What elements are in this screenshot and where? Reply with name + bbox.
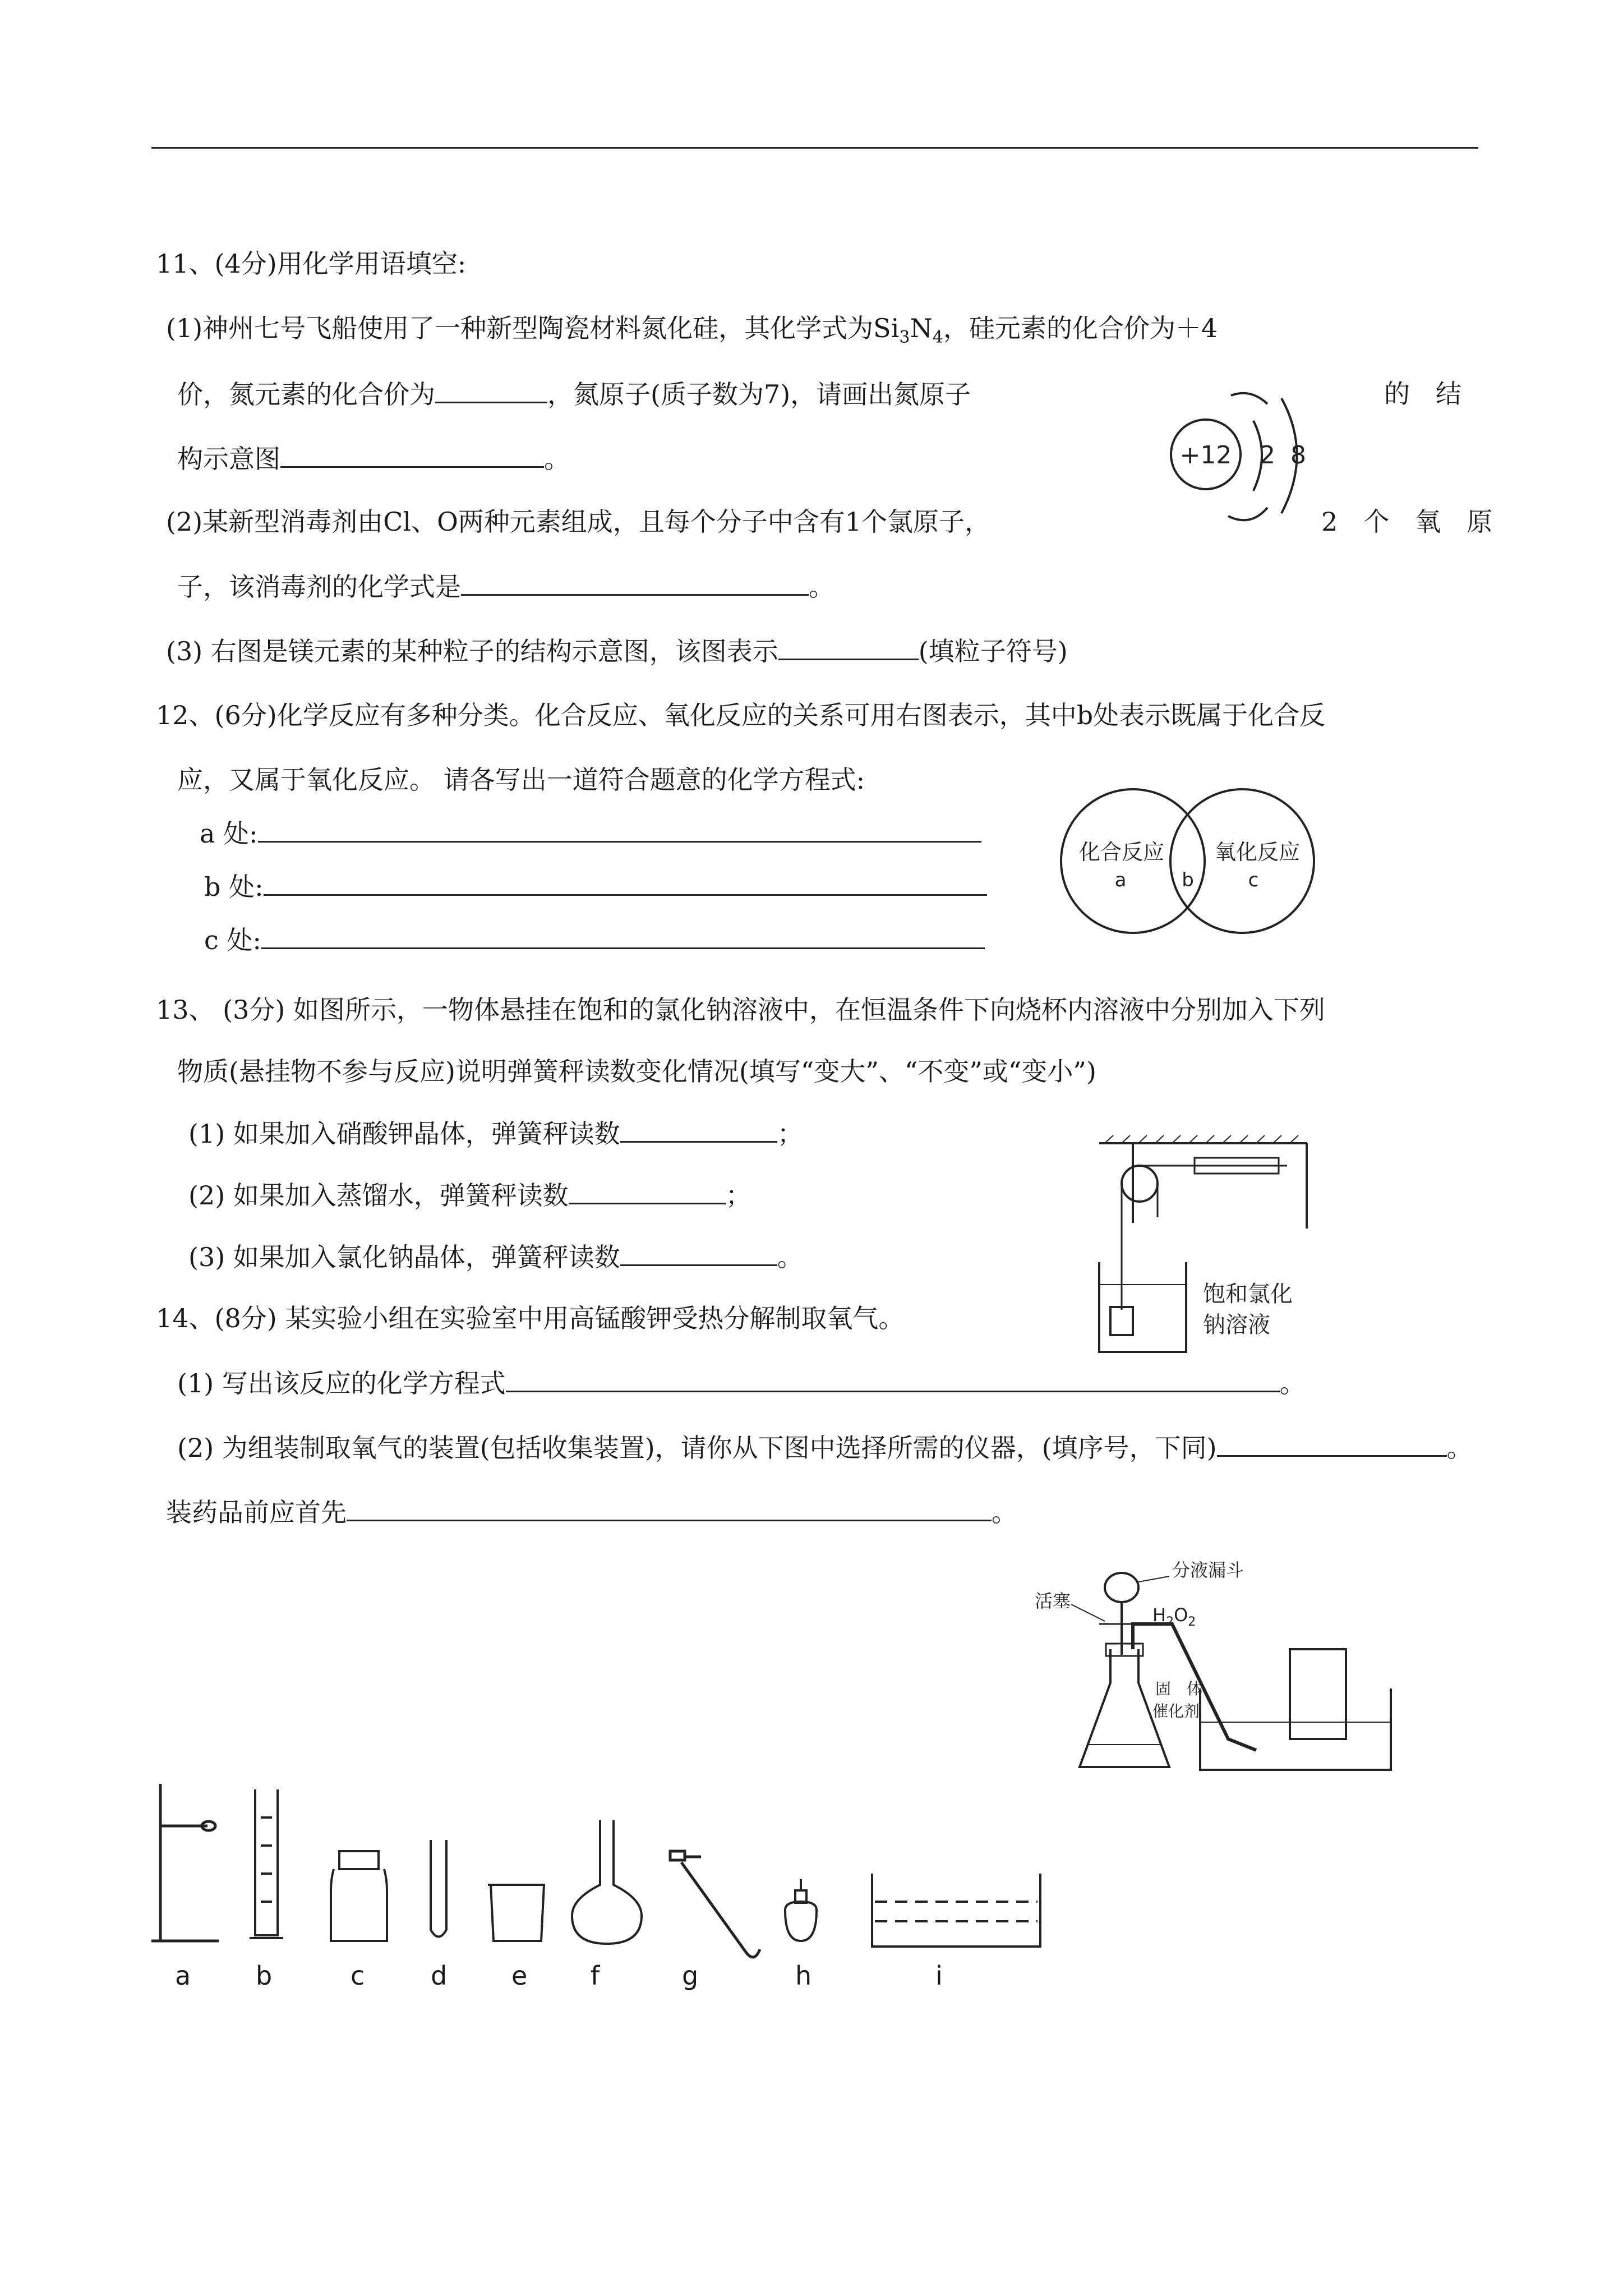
stopcock-label: 活塞	[1035, 1590, 1071, 1612]
answer-blank-nacl-reading[interactable]	[620, 1240, 777, 1266]
beaker-icon	[488, 1885, 545, 1941]
delivery-tube-icon	[670, 1851, 760, 1957]
instrument-label-b: b	[256, 1961, 273, 1991]
h2o2-label: $H_2O_2$	[1152, 1604, 1196, 1629]
q14-item2: (2) 为组装制取氧气的装置(包括收集装置)，请你从下图中选择所需的仪器，(填序号，下同) 。	[177, 1430, 1473, 1465]
alcohol-lamp-icon	[785, 1879, 817, 1941]
reagent-bottle-icon	[331, 1851, 387, 1941]
q13-item2: (2) 如果加入蒸馏水，弹簧秤读数 ；	[188, 1178, 751, 1212]
magnesium-particle-diagram	[1155, 381, 1324, 550]
answer-blank-equation-a[interactable]	[258, 816, 981, 843]
shell1-electrons: 2	[1260, 441, 1275, 470]
q14-title: 14、(8分) 某实验小组在实验室中用高锰酸钾受热分解制取氧气。	[156, 1303, 905, 1333]
catalyst-label: 催化剂	[1152, 1702, 1200, 1720]
graduated-cylinder-icon	[250, 1789, 283, 1938]
shell2-electrons: 8	[1290, 441, 1306, 470]
answer-blank-water-reading[interactable]	[569, 1178, 726, 1204]
q14-item1: (1) 写出该反应的化学方程式 。	[177, 1366, 1306, 1400]
reaction-venn-diagram	[1054, 780, 1357, 942]
answer-blank-kmno4-equation[interactable]	[506, 1366, 1280, 1392]
q12-a: a 处:	[200, 816, 981, 850]
q12-line2: 应，又属于氧化反应。 请各写出一道符合题意的化学方程式:	[177, 765, 865, 795]
q12-b: b 处:	[204, 869, 987, 904]
test-tube-icon	[431, 1840, 446, 1937]
answer-blank-equation-b[interactable]	[264, 869, 987, 896]
instrument-label-d: d	[431, 1961, 448, 1991]
answer-blank-instrument-choice[interactable]	[1217, 1430, 1447, 1457]
round-flask-icon	[572, 1820, 642, 1944]
oxygen-apparatus-diagram	[1032, 1554, 1469, 1789]
q11-p1-l1-b: ，硅元素的化合价为＋4	[943, 313, 1218, 343]
q13-line2: 物质(悬挂物不参与反应)说明弹簧秤读数变化情况(填写“变大”、“不变”或“变小”)	[177, 1056, 1096, 1087]
instrument-label-g: g	[682, 1961, 699, 1991]
header-rule	[151, 147, 1478, 149]
instrument-label-a: a	[175, 1961, 191, 1991]
instrument-label-c: c	[351, 1961, 365, 1991]
q11-part1-line1	[166, 311, 1218, 355]
q11-part2-line1: (2)某新型消毒剂由Cl、O两种元素组成，且每个分子中含有1个氯原子，	[166, 507, 991, 537]
solution-label-2: 钠溶液	[1203, 1312, 1270, 1338]
venn-left-label: 化合反应	[1078, 840, 1165, 864]
q11-part1-line2-end: 的 结	[1384, 379, 1461, 409]
q11-part2-line1-end: 2 个 氧 原	[1321, 507, 1493, 537]
q12-title: 12、(6分)化学反应有多种分类。化合反应、氧化反应的关系可用右图表示，其中b处表示既属于化合反	[156, 700, 1326, 730]
venn-middle-letter: b	[1182, 869, 1194, 891]
solid-label: 固 体	[1155, 1680, 1203, 1698]
answer-blank-kno3-reading[interactable]	[620, 1116, 777, 1143]
formula-si3n4: $Si_3N_4$	[873, 313, 943, 348]
answer-blank-equation-c[interactable]	[261, 923, 985, 949]
q11-part1-line3: 构示意图 。	[177, 441, 570, 476]
solution-label-1: 饱和氯化	[1203, 1281, 1293, 1307]
venn-right-label: 氧化反应	[1214, 840, 1301, 864]
venn-right-letter: c	[1248, 869, 1259, 891]
venn-left-letter: a	[1114, 869, 1127, 891]
water-trough-icon	[872, 1874, 1040, 1947]
answer-blank-disinfectant-formula[interactable]	[461, 569, 809, 596]
q14-item3: 装药品前应首先 。	[166, 1495, 1017, 1529]
answer-blank-particle-symbol[interactable]	[778, 634, 919, 660]
q11-part2-line2: 子，该消毒剂的化学式是 。	[177, 569, 834, 604]
q11-part3: (3) 右图是镁元素的某种粒子的结构示意图，该图表示 (填粒子符号)	[166, 634, 1068, 668]
instrument-label-h: h	[795, 1961, 812, 1991]
nucleus-charge: +12	[1179, 441, 1232, 470]
instrument-label-e: e	[511, 1961, 528, 1991]
spring-balance-diagram	[1088, 1133, 1368, 1369]
answer-blank-nitrogen-valence[interactable]	[435, 377, 547, 403]
funnel-label: 分液漏斗	[1172, 1559, 1244, 1581]
q12-c: c 处:	[204, 923, 985, 957]
answer-blank-nitrogen-structure[interactable]	[280, 441, 544, 468]
q11-part1-line2: 价，氮元素的化合价为 ，氮原子(质子数为7)，请画出氮原子	[177, 377, 971, 411]
q13-item3: (3) 如果加入氯化钠晶体，弹簧秤读数 。	[188, 1240, 803, 1274]
instrument-label-f: f	[591, 1961, 600, 1991]
q13-item1: (1) 如果加入硝酸钾晶体，弹簧秤读数 ；	[188, 1116, 803, 1151]
instrument-label-i: i	[935, 1961, 943, 1991]
answer-blank-first-step[interactable]	[347, 1495, 992, 1521]
q11-p1-l1-a: (1)神州七号飞船使用了一种新型陶瓷材料氮化硅，其化学式为	[166, 313, 874, 343]
q11-title: 11、(4分)用化学用语填空:	[156, 249, 467, 279]
iron-stand-icon	[151, 1784, 219, 1941]
q13-title: 13、 (3分) 如图所示，一物体悬挂在饱和的氯化钠溶液中，在恒温条件下向烧杯内溶液中分别加入下列	[156, 995, 1325, 1025]
